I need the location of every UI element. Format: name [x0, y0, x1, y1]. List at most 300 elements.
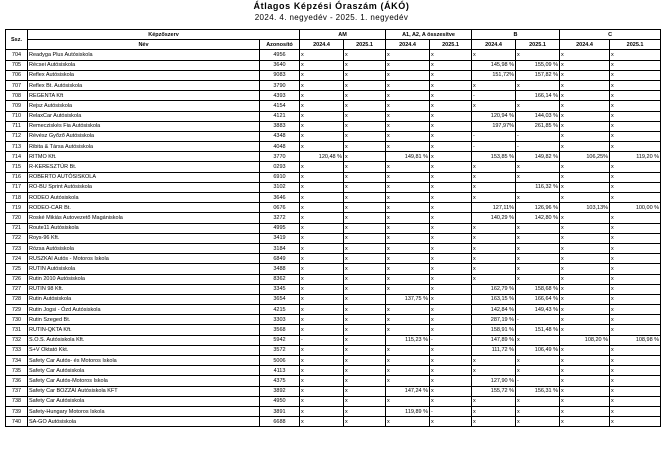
row-number: 721: [6, 223, 28, 233]
c-2025-value: x: [610, 345, 661, 355]
b-2024-value: 153,85 %: [472, 152, 516, 162]
c-2025-value: x: [610, 213, 661, 223]
school-id: 4995: [260, 223, 300, 233]
header-a: A1, A2, A összesítve: [386, 30, 472, 40]
am-2024-value: x: [300, 264, 344, 274]
am-2025-value: x: [344, 121, 386, 131]
am-2024-value: x: [300, 50, 344, 60]
school-name: Safety Car Autós- és Motoros Iskola: [28, 356, 260, 366]
b-2024-value: x: [472, 356, 516, 366]
school-id: 4956: [260, 50, 300, 60]
a-2025-value: x: [430, 203, 472, 213]
am-2025-value: x: [344, 131, 386, 141]
am-2025-value: x: [344, 152, 386, 162]
c-2025-value: x: [610, 131, 661, 141]
row-number: 740: [6, 417, 28, 427]
b-2025-value: x: [516, 417, 560, 427]
am-2025-value: x: [344, 70, 386, 80]
a-2024-value: x: [386, 345, 430, 355]
row-number: 731: [6, 325, 28, 335]
am-2024-value: x: [300, 294, 344, 304]
c-2024-value: x: [560, 111, 610, 121]
b-2025-value: -: [516, 376, 560, 386]
am-2024-value: x: [300, 325, 344, 335]
b-2024-value: x: [472, 366, 516, 376]
a-2025-value: x: [430, 121, 472, 131]
b-2025-value: x: [516, 254, 560, 264]
school-name: Rutin 2010 Autósiskola: [28, 274, 260, 284]
school-name: Rutin Szeged Bt.: [28, 315, 260, 325]
b-2024-value: x: [472, 243, 516, 253]
a-2025-value: x: [430, 80, 472, 90]
row-number: 719: [6, 203, 28, 213]
table-row: [6, 417, 661, 427]
school-id: 4121: [260, 111, 300, 121]
c-2024-value: x: [560, 142, 610, 152]
c-2025-value: x: [610, 417, 661, 427]
b-2024-value: -: [472, 142, 516, 152]
b-2024-value: x: [472, 172, 516, 182]
a-2024-value: x: [386, 131, 430, 141]
c-2024-value: x: [560, 406, 610, 416]
b-2024-value: -: [472, 131, 516, 141]
school-name: Reflex Autósiskola: [28, 70, 260, 80]
c-2024-value: x: [560, 91, 610, 101]
table-row: [6, 264, 661, 274]
table-row: [6, 182, 661, 192]
am-2025-value: x: [344, 101, 386, 111]
c-2024-value: x: [560, 223, 610, 233]
school-name: Remecziskés Fia Autósiskola: [28, 121, 260, 131]
am-2025-value: x: [344, 193, 386, 203]
row-number: 718: [6, 193, 28, 203]
b-2025-value: 149,43 %: [516, 305, 560, 315]
am-2025-value: x: [344, 356, 386, 366]
c-2024-value: x: [560, 315, 610, 325]
a-2024-value: x: [386, 417, 430, 427]
a-2024-value: x: [386, 264, 430, 274]
am-2024-value: x: [300, 121, 344, 131]
table-row: [6, 70, 661, 80]
am-2024-value: x: [300, 386, 344, 396]
row-number: 728: [6, 294, 28, 304]
a-2024-value: x: [386, 101, 430, 111]
table-row: [6, 203, 661, 213]
c-2025-value: x: [610, 406, 661, 416]
a-2025-value: x: [430, 315, 472, 325]
am-2024-value: x: [300, 91, 344, 101]
b-2024-value: x: [472, 274, 516, 284]
c-2024-value: x: [560, 50, 610, 60]
a-2025-value: x: [430, 243, 472, 253]
row-number: 709: [6, 101, 28, 111]
am-2024-value: x: [300, 417, 344, 427]
header-kepzoszerv: Képzőszerv: [28, 30, 300, 40]
table-row: [6, 131, 661, 141]
c-2024-value: x: [560, 417, 610, 427]
row-number: 717: [6, 182, 28, 192]
c-2024-value: x: [560, 101, 610, 111]
c-2024-value: x: [560, 193, 610, 203]
a-2024-value: x: [386, 80, 430, 90]
b-2025-value: x: [516, 172, 560, 182]
b-2025-value: x: [516, 243, 560, 253]
table-row: [6, 50, 661, 60]
am-2025-value: x: [344, 60, 386, 70]
school-name: Rutin Autósiskola: [28, 294, 260, 304]
a-2025-value: x: [430, 284, 472, 294]
c-2025-value: x: [610, 243, 661, 253]
am-2024-value: x: [300, 274, 344, 284]
c-2025-value: x: [610, 50, 661, 60]
a-2024-value: 119,89 %: [386, 406, 430, 416]
b-2025-value: 151,48 %: [516, 325, 560, 335]
b-2024-value: 111,72 %: [472, 345, 516, 355]
am-2024-value: x: [300, 203, 344, 213]
table-row: [6, 60, 661, 70]
school-name: RelaxCar Autósiskola: [28, 111, 260, 121]
c-2024-value: x: [560, 325, 610, 335]
c-2025-value: x: [610, 91, 661, 101]
am-2025-value: x: [344, 142, 386, 152]
c-2025-value: x: [610, 356, 661, 366]
c-2024-value: x: [560, 264, 610, 274]
am-2024-value: x: [300, 182, 344, 192]
am-2025-value: x: [344, 80, 386, 90]
table-row: [6, 80, 661, 90]
a-2024-value: x: [386, 91, 430, 101]
table-row: [6, 284, 661, 294]
b-2025-value: 166,14 %: [516, 91, 560, 101]
a-2024-value: x: [386, 223, 430, 233]
school-name: Rejsz Autósiskola: [28, 101, 260, 111]
c-2025-value: x: [610, 386, 661, 396]
ako-table: [5, 29, 661, 427]
b-2024-value: x: [472, 101, 516, 111]
school-id: 4375: [260, 376, 300, 386]
am-2024-value: x: [300, 356, 344, 366]
a-2025-value: x: [430, 111, 472, 121]
row-number: 724: [6, 254, 28, 264]
school-name: Roys-96 Kft.: [28, 233, 260, 243]
am-2024-value: x: [300, 142, 344, 152]
school-id: 3488: [260, 264, 300, 274]
a-2025-value: x: [430, 91, 472, 101]
table-row: [6, 396, 661, 406]
school-id: 8362: [260, 274, 300, 284]
b-2024-value: 145,98 %: [472, 60, 516, 70]
header-b-2025: 2025.1: [516, 40, 560, 50]
school-name: S.O.S. Autósiskola Kft.: [28, 335, 260, 345]
am-2024-value: x: [300, 376, 344, 386]
a-2024-value: x: [386, 162, 430, 172]
school-name: Route11 Autósiskola: [28, 223, 260, 233]
row-number: 711: [6, 121, 28, 131]
c-2024-value: x: [560, 274, 610, 284]
am-2025-value: x: [344, 254, 386, 264]
row-number: 727: [6, 284, 28, 294]
am-2025-value: x: [344, 305, 386, 315]
c-2024-value: x: [560, 345, 610, 355]
a-2025-value: x: [430, 386, 472, 396]
a-2025-value: x: [430, 142, 472, 152]
school-id: 3770: [260, 152, 300, 162]
school-name: Roské Mikiás Autovezető Magániskola: [28, 213, 260, 223]
table-row: [6, 376, 661, 386]
school-id: 6910: [260, 172, 300, 182]
school-name: Récsei Autósiskola: [28, 60, 260, 70]
a-2025-value: x: [430, 162, 472, 172]
school-id: 4154: [260, 101, 300, 111]
am-2025-value: x: [344, 386, 386, 396]
am-2024-value: x: [300, 80, 344, 90]
table-row: [6, 142, 661, 152]
school-name: RUSZKAI Autós - Motoros Iskola: [28, 254, 260, 264]
table-row: [6, 254, 661, 264]
row-number: 738: [6, 396, 28, 406]
c-2024-value: x: [560, 386, 610, 396]
school-id: 3646: [260, 193, 300, 203]
table-row: [6, 305, 661, 315]
school-name: RUTIN Autósiskola: [28, 264, 260, 274]
b-2025-value: -: [516, 315, 560, 325]
a-2025-value: x: [430, 233, 472, 243]
a-2025-value: x: [430, 172, 472, 182]
school-id: 4348: [260, 131, 300, 141]
b-2025-value: x: [516, 366, 560, 376]
school-name: S+V Oktató Kkt.: [28, 345, 260, 355]
school-id: 3303: [260, 315, 300, 325]
b-2025-value: -: [516, 131, 560, 141]
school-id: 3654: [260, 294, 300, 304]
table-row: [6, 345, 661, 355]
am-2025-value: x: [344, 203, 386, 213]
b-2024-value: x: [472, 233, 516, 243]
b-2025-value: x: [516, 50, 560, 60]
am-2025-value: x: [344, 345, 386, 355]
am-2025-value: x: [344, 274, 386, 284]
c-2025-value: x: [610, 182, 661, 192]
am-2025-value: x: [344, 233, 386, 243]
a-2025-value: x: [430, 70, 472, 80]
am-2025-value: x: [344, 417, 386, 427]
b-2025-value: 261,85 %: [516, 121, 560, 131]
a-2024-value: x: [386, 70, 430, 80]
c-2024-value: x: [560, 294, 610, 304]
c-2024-value: 108,20 %: [560, 335, 610, 345]
b-2025-value: 106,49 %: [516, 345, 560, 355]
am-2025-value: x: [344, 335, 386, 345]
am-2025-value: x: [344, 91, 386, 101]
b-2025-value: x: [516, 162, 560, 172]
c-2025-value: x: [610, 233, 661, 243]
school-name: Rutin Jogsi - Ózd Autósiskola: [28, 305, 260, 315]
b-2024-value: 287,19 %: [472, 315, 516, 325]
header-a-2024: 2024.4: [386, 40, 430, 50]
c-2025-value: x: [610, 101, 661, 111]
school-id: 6849: [260, 254, 300, 264]
table-row: [6, 243, 661, 253]
am-2024-value: -: [300, 335, 344, 345]
b-2024-value: x: [472, 223, 516, 233]
b-2025-value: 149,82 %: [516, 152, 560, 162]
row-number: 736: [6, 376, 28, 386]
am-2024-value: x: [300, 233, 344, 243]
am-2025-value: x: [344, 315, 386, 325]
a-2024-value: x: [386, 396, 430, 406]
b-2024-value: 151,72%: [472, 70, 516, 80]
b-2025-value: x: [516, 233, 560, 243]
row-number: 730: [6, 315, 28, 325]
c-2024-value: 103,13%: [560, 203, 610, 213]
table-row: [6, 274, 661, 284]
a-2024-value: x: [386, 274, 430, 284]
c-2025-value: x: [610, 193, 661, 203]
am-2024-value: x: [300, 305, 344, 315]
a-2024-value: x: [386, 60, 430, 70]
row-number: 712: [6, 131, 28, 141]
am-2024-value: x: [300, 101, 344, 111]
row-number: 705: [6, 60, 28, 70]
am-2024-value: x: [300, 366, 344, 376]
c-2024-value: x: [560, 356, 610, 366]
school-id: 3790: [260, 80, 300, 90]
school-id: 3572: [260, 345, 300, 355]
school-name: Readyga Plus Autósiskola: [28, 50, 260, 60]
a-2024-value: x: [386, 243, 430, 253]
row-number: 726: [6, 274, 28, 284]
a-2025-value: x: [430, 182, 472, 192]
am-2024-value: x: [300, 345, 344, 355]
school-id: 3102: [260, 182, 300, 192]
a-2024-value: 147,24 %: [386, 386, 430, 396]
a-2025-value: -: [430, 406, 472, 416]
report-title: Átlagos Képzési Óraszám (ÁKÓ): [253, 1, 410, 11]
school-name: RUTIN-QKTA Kft.: [28, 325, 260, 335]
table-row: [6, 121, 661, 131]
c-2025-value: x: [610, 254, 661, 264]
b-2024-value: 142,84 %: [472, 305, 516, 315]
b-2025-value: -: [516, 142, 560, 152]
c-2024-value: x: [560, 366, 610, 376]
b-2024-value: x: [472, 193, 516, 203]
c-2025-value: x: [610, 121, 661, 131]
c-2024-value: x: [560, 284, 610, 294]
table-row: [6, 294, 661, 304]
header-a-2025: 2025.1: [430, 40, 472, 50]
row-number: 735: [6, 366, 28, 376]
school-name: Safety Car Autós-Motoros Iskola: [28, 376, 260, 386]
row-number: 706: [6, 70, 28, 80]
school-id: 3419: [260, 233, 300, 243]
row-number: 723: [6, 243, 28, 253]
am-2024-value: x: [300, 131, 344, 141]
c-2025-value: x: [610, 223, 661, 233]
b-2024-value: 120,94 %: [472, 111, 516, 121]
b-2024-value: -: [472, 91, 516, 101]
school-id: 3883: [260, 121, 300, 131]
am-2024-value: 120,48 %: [300, 152, 344, 162]
c-2025-value: 119,20 %: [610, 152, 661, 162]
c-2025-value: x: [610, 294, 661, 304]
c-2025-value: x: [610, 376, 661, 386]
a-2024-value: x: [386, 284, 430, 294]
header-b-2024: 2024.4: [472, 40, 516, 50]
row-number: 720: [6, 213, 28, 223]
school-name: Rózsa Autósiskola: [28, 243, 260, 253]
school-id: 3891: [260, 406, 300, 416]
b-2024-value: x: [472, 406, 516, 416]
a-2025-value: x: [430, 193, 472, 203]
school-name: RODEO-CAR Bt.: [28, 203, 260, 213]
a-2024-value: x: [386, 356, 430, 366]
row-number: 714: [6, 152, 28, 162]
row-number: 722: [6, 233, 28, 243]
a-2024-value: x: [386, 254, 430, 264]
table-row: [6, 366, 661, 376]
a-2024-value: x: [386, 315, 430, 325]
a-2025-value: x: [430, 131, 472, 141]
a-2024-value: x: [386, 305, 430, 315]
am-2025-value: x: [344, 294, 386, 304]
school-name: RUTIN 98 Kft.: [28, 284, 260, 294]
b-2024-value: x: [472, 264, 516, 274]
b-2024-value: 155,72 %: [472, 386, 516, 396]
a-2024-value: 137,75 %: [386, 294, 430, 304]
a-2024-value: x: [386, 193, 430, 203]
school-name: R-KERESZTÚR Bt.: [28, 162, 260, 172]
row-number: 716: [6, 172, 28, 182]
header-am-2024: 2024.4: [300, 40, 344, 50]
b-2025-value: 157,82 %: [516, 70, 560, 80]
table-row: [6, 223, 661, 233]
b-2025-value: x: [516, 101, 560, 111]
a-2024-value: x: [386, 111, 430, 121]
school-name: SA-GO Autósiskola: [28, 417, 260, 427]
b-2025-value: x: [516, 356, 560, 366]
a-2025-value: x: [430, 396, 472, 406]
b-2024-value: x: [472, 182, 516, 192]
b-2024-value: x: [472, 50, 516, 60]
table-row: [6, 233, 661, 243]
school-name: Reflex Bt. Autósiskola: [28, 80, 260, 90]
b-2024-value: 140,29 %: [472, 213, 516, 223]
c-2024-value: x: [560, 396, 610, 406]
am-2024-value: x: [300, 213, 344, 223]
c-2025-value: x: [610, 274, 661, 284]
school-name: Safety Car BOZZAI Autósiskola KFT: [28, 386, 260, 396]
table-body: [6, 50, 661, 427]
b-2024-value: x: [472, 162, 516, 172]
row-number: 704: [6, 50, 28, 60]
b-2025-value: 166,64 %: [516, 294, 560, 304]
a-2025-value: x: [430, 274, 472, 284]
school-name: Safety-Hungary Motoros Iskola: [28, 406, 260, 416]
a-2024-value: x: [386, 50, 430, 60]
a-2025-value: x: [430, 254, 472, 264]
am-2025-value: x: [344, 243, 386, 253]
c-2024-value: x: [560, 162, 610, 172]
row-number: 729: [6, 305, 28, 315]
row-number: 713: [6, 142, 28, 152]
a-2025-value: x: [430, 376, 472, 386]
school-name: Révész Győző Autósiskola: [28, 131, 260, 141]
b-2025-value: 126,96 %: [516, 203, 560, 213]
a-2025-value: x: [430, 294, 472, 304]
header-c-2025: 2025.1: [610, 40, 661, 50]
a-2025-value: x: [430, 101, 472, 111]
c-2025-value: x: [610, 284, 661, 294]
